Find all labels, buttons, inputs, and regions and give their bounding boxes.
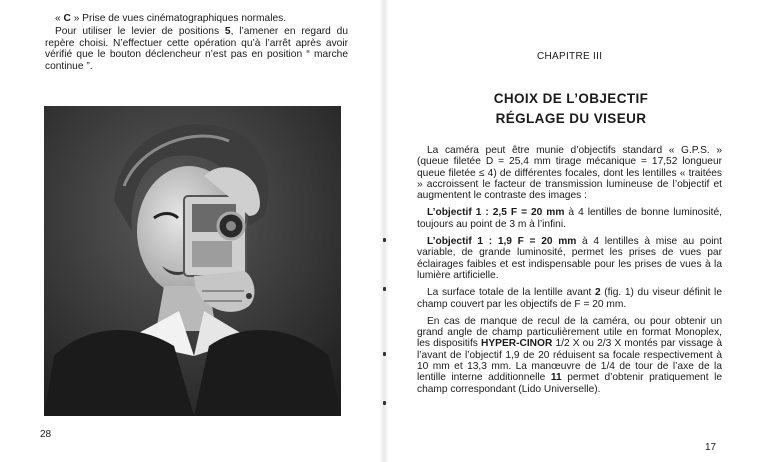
lens-25-spec: L’objectif 1 : 2,5 F = 20 mm (427, 207, 565, 219)
lever-number: 5 (224, 26, 231, 38)
chapter-label: CHAPITRE III (537, 51, 603, 62)
chapter-body (417, 145, 722, 401)
woman-filming-photo (44, 106, 341, 416)
intro-heading-text: » Prise de vues cinématographiques normales. (70, 13, 287, 24)
chapter-title-line2: RÉGLAGE DU VISEUR (495, 111, 647, 126)
intro-text-2: , l’amener en regard du repère choisi. N’effectuer cette opération qu’à l’arrêt après avoir vérifié que le bouton déclencheur n’est pas en position “ marche continue ”. (45, 26, 348, 72)
paragraph-lens-19 (417, 236, 722, 281)
viewfinder-lens-number: 2 (595, 287, 601, 299)
hyper-text-a: En cas de manque de recul de la caméra, ou pour obtenir un grand angle de champ particulièrement utile en format Monoplex, les dispositifs (417, 315, 722, 350)
lens-number-11: 11 (550, 372, 562, 384)
position-letter: C (63, 13, 71, 24)
intro-heading (55, 13, 348, 24)
margin-mark (383, 352, 386, 356)
page-number-right: 17 (705, 442, 717, 453)
chapter-title-line1: CHOIX DE L’OBJECTIF (493, 91, 649, 106)
quote-open: « (55, 13, 64, 24)
margin-mark (383, 401, 386, 405)
intro-text-1: Pour utiliser le levier de positions (55, 26, 225, 38)
margin-mark (383, 287, 386, 291)
paragraph-lens-25 (417, 207, 722, 230)
page-number-left: 28 (40, 429, 52, 440)
page-gutter (380, 0, 388, 462)
lens-19-spec: L’objectif 1 : 1,9 F = 20 mm (427, 236, 577, 248)
paragraph-objectives: La caméra peut être munie d’objectifs standard « G.P.S. » (queue filetée D = 25,4 mm tirage mécanique = 17,52 longueur queue filetée ≤ 4) de différentes focales, dont les lentilles « traitées » accroissent le facteur de transmission lumineuse de l’objectif et augmentent le contraste des images : (417, 145, 722, 202)
hyper-text-c: permet d’obtenir pratiquement le champ correspondant (Lido Universelle). (417, 372, 723, 395)
lens-25-desc: à 4 lentilles de bonne luminosité, toujours au point de 3 m à l’infini. (417, 207, 722, 230)
lens-19-desc: à 4 lentilles à mise au point variable, de grande luminosité, permet les prises de vues par éclairages faibles et est indispensable pour les prises de vues à la lumière artificielle. (417, 236, 722, 281)
camera-photo (44, 106, 341, 416)
intro-section (45, 13, 348, 72)
margin-mark (383, 238, 386, 242)
viewfinder-text-b: (fig. 1) du viseur définit le champ couvert par les objectifs de F = 20 mm. (417, 287, 722, 310)
paragraph-hyper-cinor (417, 316, 722, 395)
intro-paragraph (45, 26, 348, 72)
viewfinder-text-a: La surface totale de la lentille avant (427, 287, 595, 299)
hyper-cinor-name: HYPER-CINOR (481, 338, 553, 350)
hyper-text-b: 1/2 X ou 2/3 X montés par vissage à l’avant de l’objectif 1,9 de 20 réduisent sa focale respectivement à 10 mm et 13,3 mm. La manœuvre de 1/4 de tour de l’axe de la lentille interne additionnelle (417, 338, 722, 384)
paragraph-viewfinder (417, 287, 722, 310)
